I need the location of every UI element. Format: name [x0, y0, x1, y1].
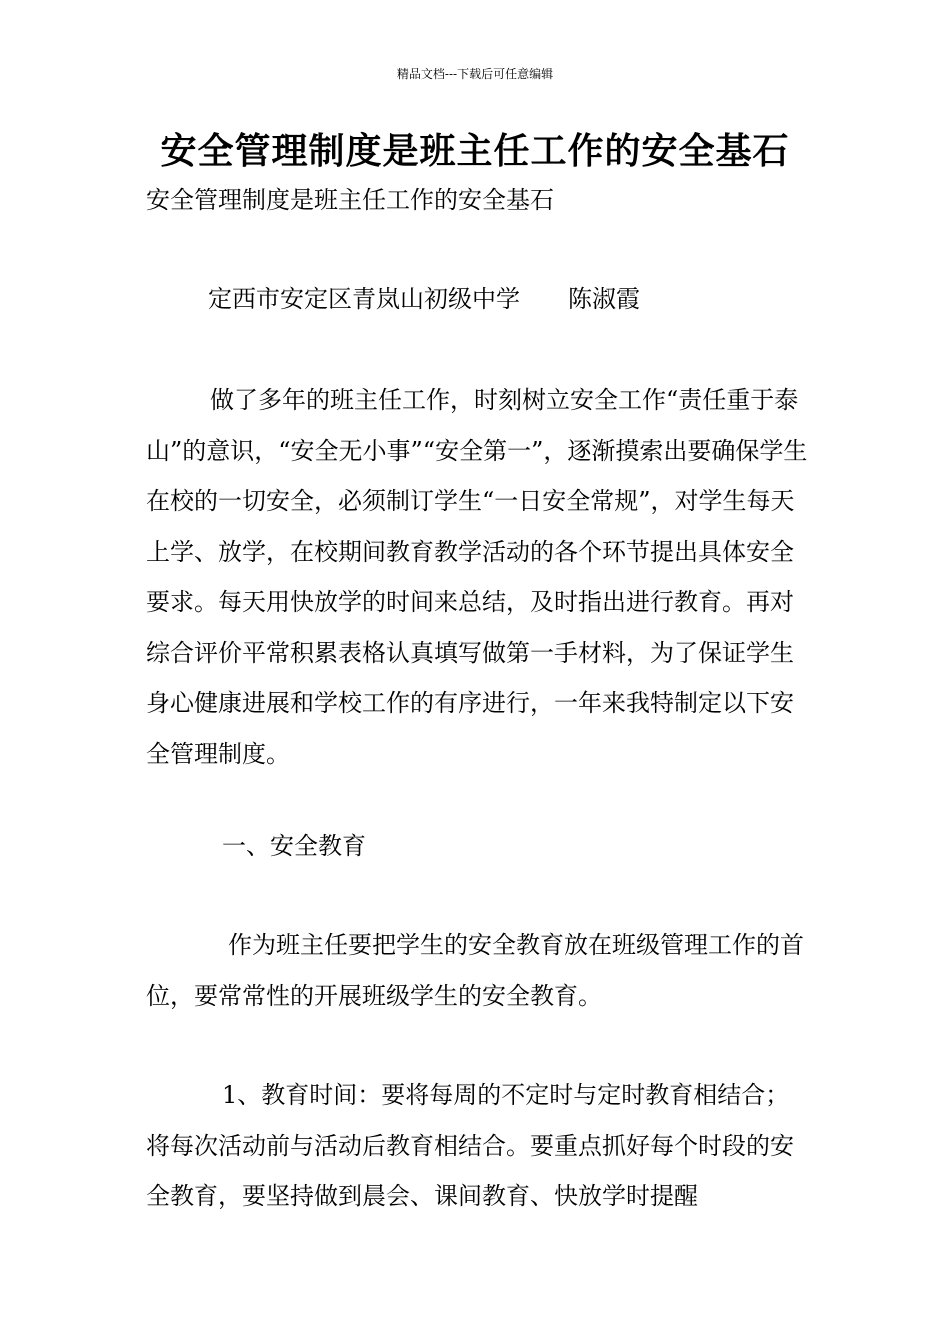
author-line: 定西市安定区青岚山初级中学 陈淑霞	[208, 285, 640, 313]
section-heading-safety-education: 一、安全教育	[222, 832, 366, 860]
body-paragraph-safety-education: 作为班主任要把学生的安全教育放在班级管理工作的首位，要常常性的开展班级学生的安全教育。	[146, 931, 804, 1010]
document-subtitle: 安全管理制度是班主任工作的安全基石	[146, 186, 554, 214]
body-paragraph-intro: 做了多年的班主任工作，时刻树立安全工作“责任重于泰山”的意识，“安全无小事”“安全第一”，逐渐摸索出要确保学生在校的一切安全，必须制订学生“一日安全常规”，对学生每天上学、放学，在校期间教育教学活动的各个环节提出具体安全要求。每天用快放学的时间来总结，及时指出进行教育。再对综合评价平常积累表格认真填写做第一手材料，为了保证学生身心健康进展和学校工作的有序进行，一年来我特制定以下安全管理制度。	[146, 386, 808, 768]
page-header-note: 精品文档---下载后可任意编辑	[396, 67, 554, 81]
body-paragraph-education-time: 1、教育时间：要将每周的不定时与定时教育相结合；将每次活动前与活动后教育相结合。要重点抓好每个时段的安全教育，要坚持做到晨会、课间教育、快放学时提醒	[146, 1081, 794, 1210]
document-title: 安全管理制度是班主任工作的安全基石	[160, 130, 790, 172]
